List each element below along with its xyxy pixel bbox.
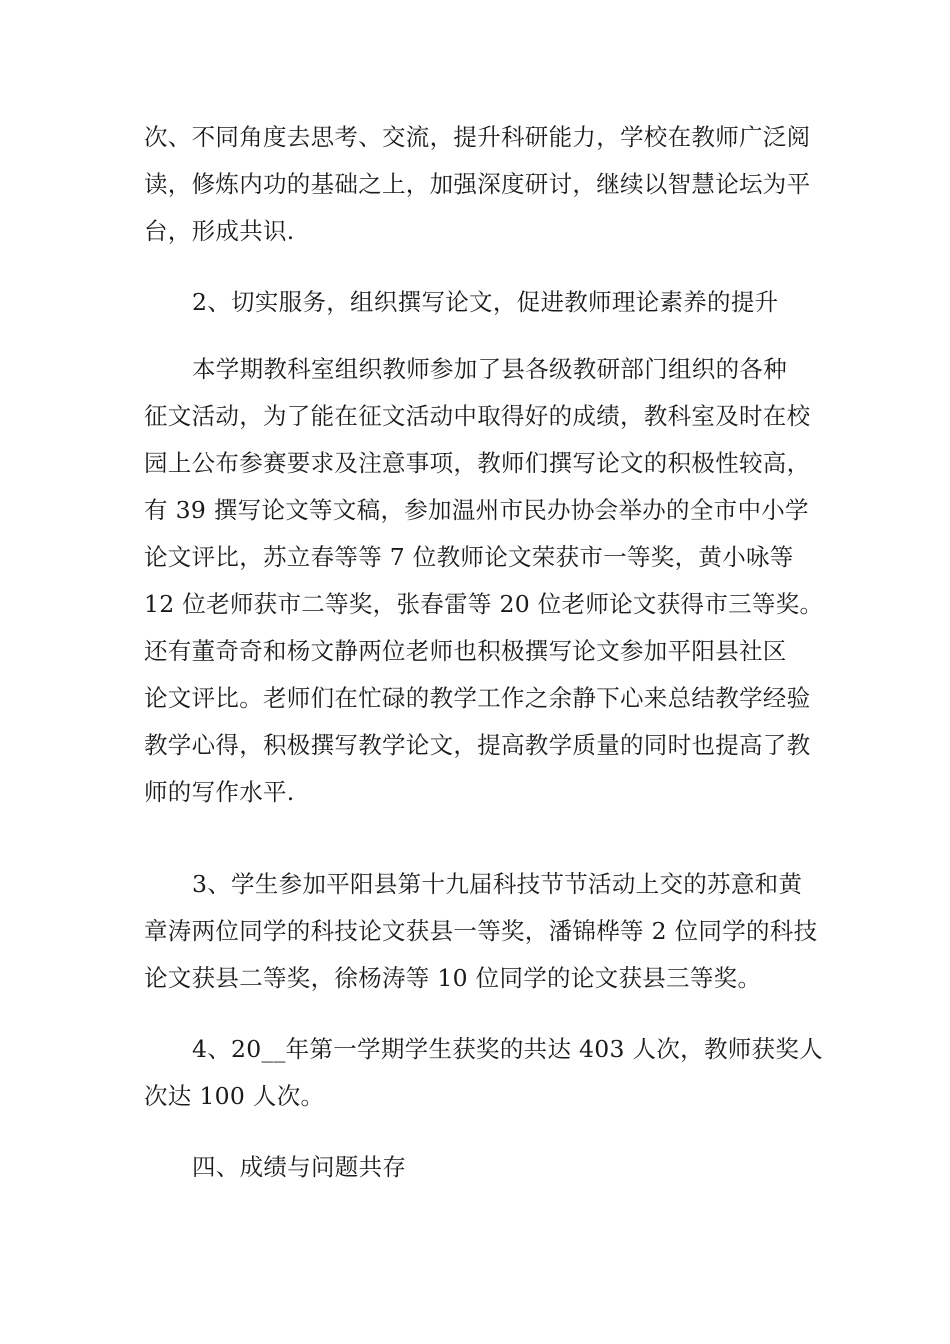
section-heading-4 bbox=[144, 1144, 810, 1191]
text-line: 次达 100 人次。 bbox=[144, 1082, 325, 1110]
heading-item-2 bbox=[144, 279, 810, 326]
paragraph-item-4 bbox=[144, 1026, 823, 1120]
text-line: 教学心得，积极撰写教学论文，提高教学质量的同时也提高了教 bbox=[144, 731, 811, 759]
text-line: 园上公布参赛要求及注意事项，教师们撰写论文的积极性较高， bbox=[144, 449, 811, 477]
paragraph-research-capacity bbox=[144, 114, 810, 255]
text-line: 次、不同角度去思考、交流，提升科研能力，学校在教师广泛阅 bbox=[144, 123, 811, 151]
text-line: 四、成绩与问题共存 bbox=[192, 1153, 407, 1181]
text-line: 本学期教科室组织教师参加了县各级教研部门组织的各种 bbox=[192, 355, 787, 383]
text-line: 论文获县二等奖，徐杨涛等 10 位同学的论文获县三等奖。 bbox=[144, 964, 762, 992]
text-line: 2、切实服务，组织撰写论文，促进教师理论素养的提升 bbox=[192, 288, 779, 316]
text-line: 章涛两位同学的科技论文获县一等奖，潘锦桦等 2 位同学的科技 bbox=[144, 917, 818, 945]
text-line: 论文评比。老师们在忙碌的教学工作之余静下心来总结教学经验 bbox=[144, 684, 811, 712]
text-line: 还有董奇奇和杨文静两位老师也积极撰写论文参加平阳县社区 bbox=[144, 637, 787, 665]
text-line: 台，形成共识. bbox=[144, 217, 295, 245]
text-line: 论文评比，苏立春等等 7 位教师论文荣获市一等奖，黄小咏等 bbox=[144, 543, 794, 571]
text-line: 3、学生参加平阳县第十九届科技节节活动上交的苏意和黄 bbox=[192, 870, 803, 898]
text-line: 师的写作水平. bbox=[144, 778, 295, 806]
text-line: 有 39 撰写论文等文稿，参加温州市民办协会举办的全市中小学 bbox=[144, 496, 809, 524]
paragraph-essay-activities bbox=[144, 346, 824, 816]
text-line: 12 位老师获市二等奖，张春雷等 20 位老师论文获得市三等奖。 bbox=[144, 590, 824, 618]
text-line: 读，修炼内功的基础之上，加强深度研讨，继续以智慧论坛为平 bbox=[144, 170, 811, 198]
paragraph-item-3 bbox=[144, 861, 818, 1002]
text-line: 4、20__年第一学期学生获奖的共达 403 人次，教师获奖人 bbox=[192, 1035, 823, 1063]
text-line: 征文活动，为了能在征文活动中取得好的成绩，教科室及时在校 bbox=[144, 402, 811, 430]
